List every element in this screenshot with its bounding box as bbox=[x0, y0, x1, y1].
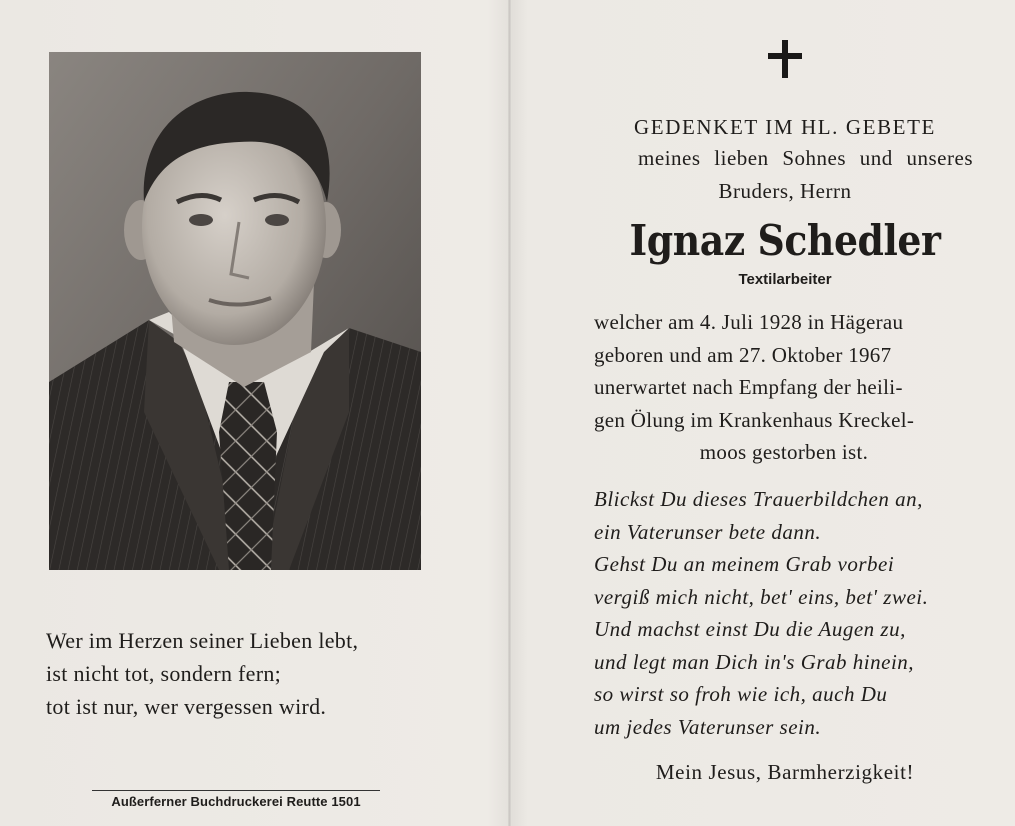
poem-line: Und machst einst Du die Augen zu, bbox=[594, 617, 906, 641]
portrait-photo bbox=[49, 52, 421, 570]
poem-line: Gehst Du an meinem Grab vorbei bbox=[594, 552, 895, 576]
heading-line: GEDENKET IM HL. GEBETE bbox=[634, 115, 936, 139]
poem-line: ein Vaterunser bete dann. bbox=[594, 519, 822, 544]
quote-line: tot ist nur, wer vergessen wird. bbox=[46, 694, 327, 719]
cross-icon bbox=[768, 40, 802, 78]
bio-line: geboren und am 27. Oktober 1967 bbox=[594, 342, 892, 367]
memorial-quote bbox=[46, 624, 466, 723]
occupation: Textilarbeiter bbox=[738, 271, 832, 288]
bio-line: unerwartet nach Empfang der heili- bbox=[594, 375, 903, 399]
poem-line: um jedes Vaterunser sein. bbox=[594, 714, 822, 739]
poem-line: Blickst Du dieses Trauerbildchen an, bbox=[594, 487, 923, 511]
deceased-name: Ignaz Schedler bbox=[629, 216, 941, 265]
heading-line: meines lieben Sohnes und unseres bbox=[638, 146, 973, 170]
heading-line: Bruders, Herrn bbox=[718, 179, 852, 203]
quote-line: Wer im Herzen seiner Lieben lebt, bbox=[46, 628, 359, 653]
bio-line: welcher am 4. Juli 1928 in Hägerau bbox=[594, 310, 904, 334]
closing-prayer: Mein Jesus, Barmherzigkeit! bbox=[655, 760, 915, 784]
printer-credit: Außerferner Buchdruckerei Reutte 1501 bbox=[92, 790, 380, 809]
poem-line: so wirst so froh wie ich, auch Du bbox=[594, 682, 888, 706]
bio-line: gen Ölung im Krankenhaus Kreckel- bbox=[594, 407, 915, 432]
bio-line: moos gestorben ist. bbox=[699, 440, 869, 464]
poem-line: vergiß mich nicht, bet' eins, bet' zwei. bbox=[594, 584, 929, 609]
poem bbox=[594, 483, 994, 743]
quote-line: ist nicht tot, sondern fern; bbox=[46, 661, 282, 686]
poem-line: und legt man Dich in's Grab hinein, bbox=[594, 649, 915, 674]
biography bbox=[594, 306, 974, 469]
card-fold bbox=[508, 0, 511, 826]
